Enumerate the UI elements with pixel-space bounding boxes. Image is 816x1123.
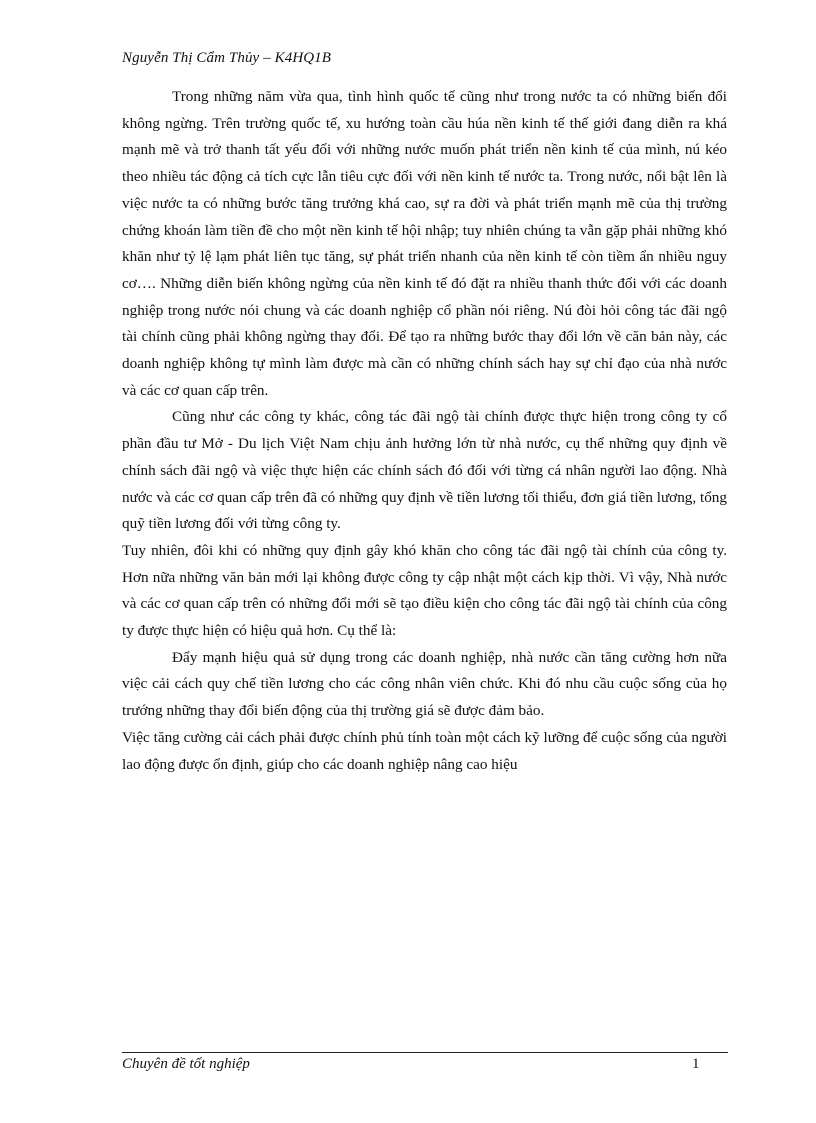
page-number: 1 bbox=[692, 1056, 700, 1072]
paragraph-international-context: Trong những năm vừa qua, tình hình quốc tế cũng như trong nước ta có những biến đổi không ngừng. Trên trường quốc tế, xu hướng toàn cầu húa nền kinh tế thế giới đang diễn ra khá mạnh mẽ và trở thanh tất yếu đối với những nước muốn phát triển nền kinh tế của mình, nú kéo theo nhiều tác động cả tích cực lẫn tiêu cực đối với nền kinh tế nước ta. Trong nước, nổi bật lên là việc nước ta có những bước tăng trưởng khá cao, sự ra đời và phát triển mạnh mẽ của thị trường chứng khoán làm tiền đề cho một nền kinh tế hội nhập; tuy nhiên chúng ta vẫn gặp phải những khó khăn như tỷ lệ lạm phát liên tục tăng, sự phát triển nhanh của nền kinh tế còn tiềm ẩn nhiều nguy cơ…. Những diễn biến không ngừng của nền kinh tế đó đặt ra nhiều thanh thức đối với các doanh nghiệp trong nước nói chung và các doanh nghiệp cổ phần nói riêng. Nú đòi hỏi công tác đãi ngộ tài chính cũng phải không ngừng thay đổi. Để tạo ra những bước thay đổi lớn về căn bản này, các doanh nghiệp không tự mình làm được mà cần có những chính sách hay sự chỉ đạo của nhà nước và các cơ quan cấp trên. bbox=[122, 88, 727, 399]
footer-divider bbox=[122, 1052, 728, 1053]
paragraph-difficulties: Tuy nhiên, đôi khi có những quy định gây khó khăn cho công tác đãi ngộ tài chính của công ty. Hơn nữa những văn bản mới lại không được công ty cập nhật một cách kịp thời. Vì vậy, Nhà nước và các cơ quan cấp trên có những đổi mới sẽ tạo điều kiện cho công tác đãi ngộ tài chính của công ty được thực hiện có hiệu quả hơn. Cụ thể là: bbox=[122, 541, 727, 640]
document-body bbox=[122, 84, 727, 778]
page-header: Nguyễn Thị Cẩm Thủy – K4HQ1B bbox=[122, 50, 332, 66]
paragraph-salary-reform: Đẩy mạnh hiệu quả sử dụng trong các doanh nghiệp, nhà nước cần tăng cường hơn nữa việc cải cách quy chế tiền lương cho các công nhân viên chức. Khi đó nhu cầu cuộc sống của họ trướng những thay đổi biến động của thị trường giá sẽ được đảm bảo. bbox=[122, 648, 727, 720]
footer-title: Chuyên đề tốt nghiệp bbox=[122, 1056, 250, 1072]
paragraph-reform-continuation: Việc tăng cường cải cách phải được chính phủ tính toàn một cách kỹ lưỡng để cuộc sống của người lao động được ổn định, giúp cho các doanh nghiệp nâng cao hiệu bbox=[122, 728, 727, 773]
paragraph-company-policy: Cũng như các công ty khác, công tác đãi ngộ tài chính được thực hiện trong công ty cổ phần đầu tư Mở - Du lịch Việt Nam chịu ảnh hưởng lớn từ nhà nước, cụ thể những quy định về chính sách đãi ngộ và việc thực hiện các chính sách đó đối với từng cá nhân người lao động. Nhà nước và các cơ quan cấp trên đã có những quy định về tiền lương tối thiểu, đơn giá tiền lương, tổng quỹ tiền lương đối với từng công ty. bbox=[122, 408, 727, 533]
